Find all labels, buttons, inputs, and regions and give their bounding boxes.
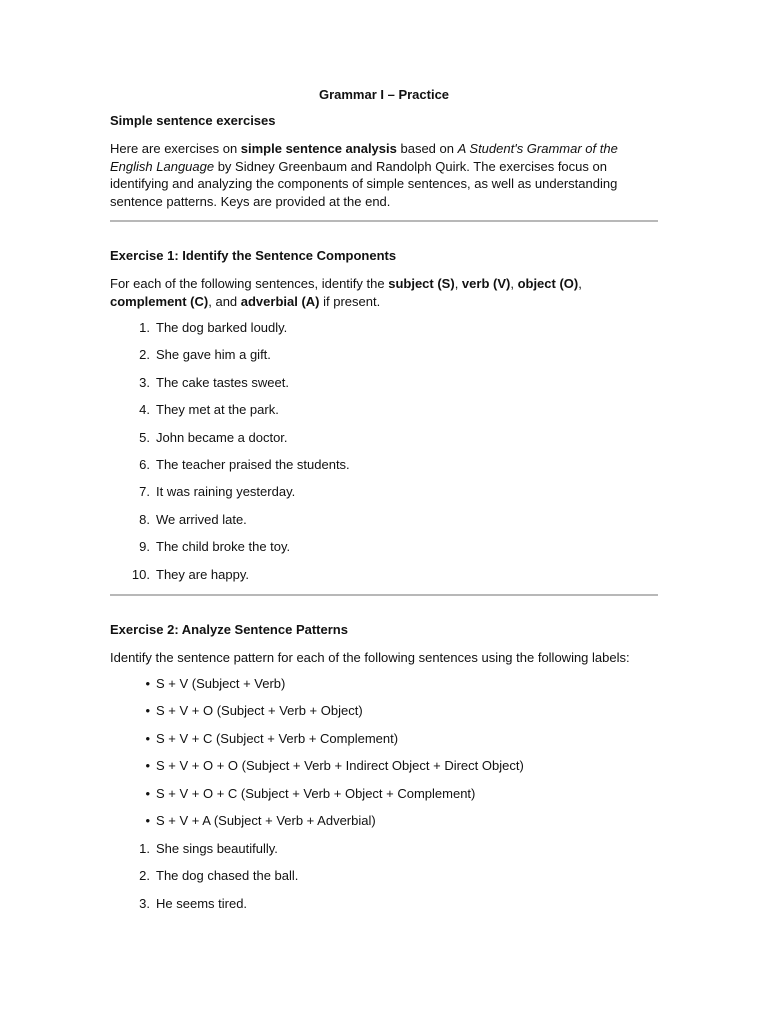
instr-term: object (O)	[517, 276, 579, 291]
list-item-text: She sings beautifully.	[156, 841, 278, 856]
instr-text: For each of the following sentences, identify the	[110, 276, 389, 291]
list-item	[110, 484, 658, 511]
list-item	[110, 402, 658, 429]
bullet-item	[110, 731, 658, 758]
exercise1-sentence-list	[110, 320, 658, 594]
bullet-item-text: S + V + O + C (Subject + Verb + Object + Complement)	[156, 785, 476, 801]
list-number: 3.	[139, 895, 150, 911]
list-item-text: They are happy.	[156, 566, 249, 582]
list-number: 9.	[139, 539, 150, 555]
bullet-icon: •	[145, 812, 150, 828]
list-item-text: John became a doctor.	[156, 429, 288, 445]
list-item	[110, 375, 658, 402]
intro-text: based on	[396, 141, 458, 156]
list-item-text: It was raining yesterday.	[156, 484, 296, 500]
document-subtitle: Simple sentence exercises	[110, 113, 276, 128]
instr-term: complement (C)	[110, 293, 209, 309]
intro-text: Here are exercises on	[110, 141, 241, 156]
list-number: 1.	[139, 841, 150, 856]
list-item	[110, 896, 658, 923]
exercise2-heading: Exercise 2: Analyze Sentence Patterns	[110, 622, 348, 637]
document-title: Grammar I – Practice	[318, 87, 450, 102]
list-item	[110, 567, 658, 594]
intro-paragraph	[110, 140, 658, 210]
list-item	[110, 320, 658, 347]
list-item-text: The cake tastes sweet.	[156, 374, 289, 390]
list-item-text: The child broke the toy.	[156, 539, 291, 555]
instr-term: verb (V)	[461, 276, 511, 291]
list-number: 3.	[139, 374, 150, 390]
bullet-item-text: S + V + O + O (Subject + Verb + Indirect Object + Direct Object)	[156, 758, 524, 774]
list-item-text: They met at the park.	[156, 402, 279, 418]
exercise1-heading: Exercise 1: Identify the Sentence Components	[110, 248, 397, 263]
list-number: 7.	[139, 484, 150, 500]
instr-text: ,	[454, 276, 462, 291]
list-item-text: He seems tired.	[156, 895, 248, 911]
bullet-item	[110, 786, 658, 813]
list-number: 5.	[139, 429, 150, 445]
intro-bold-term: simple sentence analysis	[240, 141, 397, 156]
exercise2-instructions: Identify the sentence pattern for each of the following sentences using the following labels:	[110, 650, 630, 665]
bullet-icon: •	[145, 785, 150, 801]
instr-text: ,	[510, 276, 518, 291]
list-item	[110, 512, 658, 539]
list-item-text: The dog barked loudly.	[156, 320, 288, 335]
list-number: 10.	[131, 566, 150, 582]
list-number: 8.	[139, 511, 150, 527]
instr-term: subject (S)	[388, 276, 455, 291]
bullet-icon: •	[145, 703, 150, 719]
bullet-item	[110, 813, 658, 840]
bullet-item-text: S + V + O (Subject + Verb + Object)	[156, 703, 363, 719]
bullet-item	[110, 703, 658, 730]
book-title: A Student's Grammar of the English Language	[110, 141, 618, 174]
list-item	[110, 347, 658, 374]
instr-term: adverbial (A)	[240, 293, 320, 309]
list-item	[110, 457, 658, 484]
list-item-text: She gave him a gift.	[156, 347, 271, 363]
bullet-item	[110, 676, 658, 703]
intro-text: by Sidney Greenbaum and Randolph Quirk. The exercises focus on identifying and analyzing the components of simple sentences, as well as understanding sentence patterns. Keys are provided at the end.	[110, 158, 618, 209]
list-number: 2.	[139, 347, 150, 363]
list-item	[110, 430, 658, 457]
pattern-bullet-list	[110, 676, 658, 840]
bullet-icon: •	[145, 758, 150, 774]
list-number: 4.	[139, 402, 150, 418]
list-item-text: The teacher praised the students.	[156, 456, 350, 472]
exercise1-instructions	[110, 275, 658, 310]
bullet-item	[110, 758, 658, 785]
bullet-item-text: S + V + A (Subject + Verb + Adverbial)	[156, 812, 376, 828]
instr-text: ,	[578, 276, 582, 291]
list-item	[110, 539, 658, 566]
bullet-icon: •	[145, 676, 150, 691]
list-item	[110, 841, 658, 868]
list-number: 2.	[139, 868, 150, 884]
horizontal-divider	[110, 594, 658, 596]
list-item	[110, 868, 658, 895]
list-item-text: We arrived late.	[156, 511, 247, 527]
list-item-text: The dog chased the ball.	[156, 868, 299, 884]
list-number: 6.	[139, 456, 150, 472]
instr-text: , and	[208, 293, 241, 309]
exercise2-sentence-list	[110, 841, 658, 923]
list-number: 1.	[139, 320, 150, 335]
bullet-icon: •	[145, 730, 150, 746]
instr-text: if present.	[319, 293, 381, 309]
bullet-item-text: S + V (Subject + Verb)	[156, 676, 286, 691]
horizontal-divider	[110, 220, 658, 222]
bullet-item-text: S + V + C (Subject + Verb + Complement)	[156, 730, 399, 746]
